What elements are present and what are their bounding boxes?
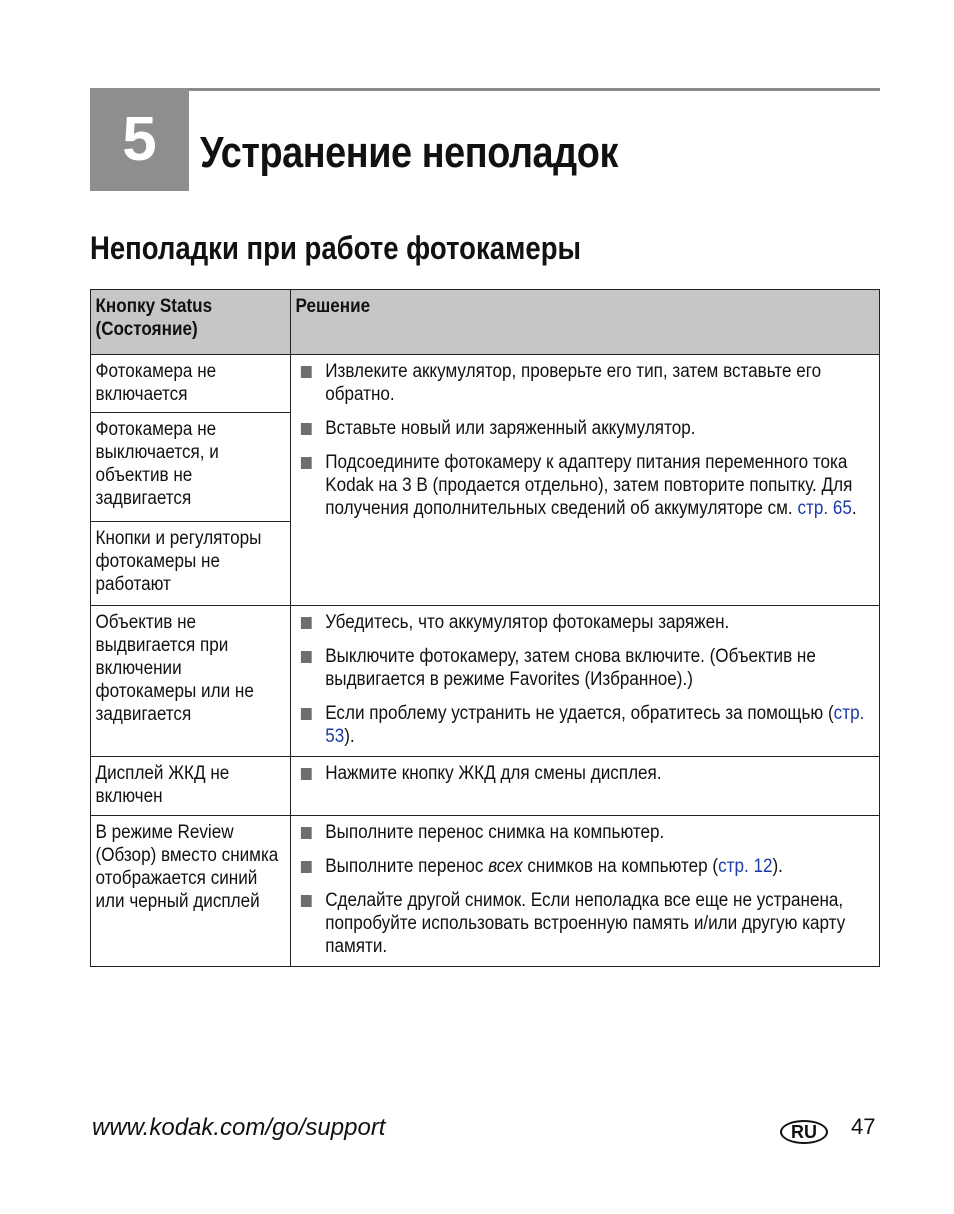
list-item: Выполните перенос всех снимков на компьютер (стр. 12). — [296, 855, 872, 878]
square-bullet-icon — [301, 366, 312, 378]
chapter-rule — [188, 88, 880, 91]
page-number: 47 — [851, 1114, 876, 1139]
list-item: Подсоедините фотокамеру к адаптеру питания переменного тока Kodak на 3 В (продается отдельно), затем повторите попытку. Для получения дополнительных сведений об аккумуляторе см. стр. 65. — [296, 451, 872, 520]
page-link[interactable]: стр. 12 — [718, 856, 773, 877]
square-bullet-icon — [301, 708, 312, 720]
problem-cell: Фотокамера не выключается, и объектив не задвигается — [91, 413, 291, 522]
list-item: Выключите фотокамеру, затем снова включите. (Объектив не выдвигается в режиме Favorites (Избранное).) — [296, 645, 872, 691]
list-item: Вставьте новый или заряженный аккумулятор. — [296, 417, 872, 440]
page-link[interactable]: стр. 53 — [325, 703, 865, 747]
square-bullet-icon — [301, 423, 312, 435]
list-item: Если проблему устранить не удается, обратитесь за помощью (стр. 53). — [296, 702, 872, 748]
column-header-status: Кнопку Status (Состояние) — [91, 290, 291, 355]
section-title: Неполадки при работе фотокамеры — [90, 230, 582, 266]
square-bullet-icon — [301, 768, 312, 780]
solution-cell — [291, 816, 880, 967]
column-header-solution: Решение — [291, 290, 880, 355]
list-item: Убедитесь, что аккумулятор фотокамеры заряжен. — [296, 611, 872, 634]
solution-cell — [291, 355, 880, 606]
language-badge: RU — [780, 1120, 828, 1144]
table-row — [91, 757, 880, 816]
table-row — [91, 606, 880, 757]
problem-cell: Дисплей ЖКД не включен — [91, 757, 291, 816]
solution-cell — [291, 757, 880, 816]
square-bullet-icon — [301, 895, 312, 907]
problem-cell: В режиме Review (Обзор) вместо снимка отображается синий или черный дисплей — [91, 816, 291, 967]
square-bullet-icon — [301, 861, 312, 873]
problem-cell: Фотокамера не включается — [91, 355, 291, 413]
list-item: Нажмите кнопку ЖКД для смены дисплея. — [296, 762, 872, 785]
list-item: Выполните перенос снимка на компьютер. — [296, 821, 872, 844]
list-item: Сделайте другой снимок. Если неполадка все еще не устранена, попробуйте использовать встроенную память и/или другую карту памяти. — [296, 889, 872, 958]
table-row — [91, 816, 880, 967]
page-link[interactable]: стр. 65 — [797, 498, 852, 519]
chapter-number: 5 — [90, 88, 189, 191]
troubleshooting-table — [90, 289, 880, 967]
footer-url[interactable]: www.kodak.com/go/support — [92, 1114, 386, 1141]
square-bullet-icon — [301, 827, 312, 839]
square-bullet-icon — [301, 617, 312, 629]
problem-cell: Кнопки и регуляторы фотокамеры не работают — [91, 522, 291, 606]
problem-cell: Объектив не выдвигается при включении фотокамеры или не задвигается — [91, 606, 291, 757]
list-item: Извлеките аккумулятор, проверьте его тип, затем вставьте его обратно. — [296, 360, 872, 406]
solution-cell — [291, 606, 880, 757]
table-row — [91, 355, 880, 413]
table-header-row — [91, 290, 880, 355]
square-bullet-icon — [301, 651, 312, 663]
chapter-title: Устранение неполадок — [200, 128, 618, 177]
square-bullet-icon — [301, 457, 312, 469]
